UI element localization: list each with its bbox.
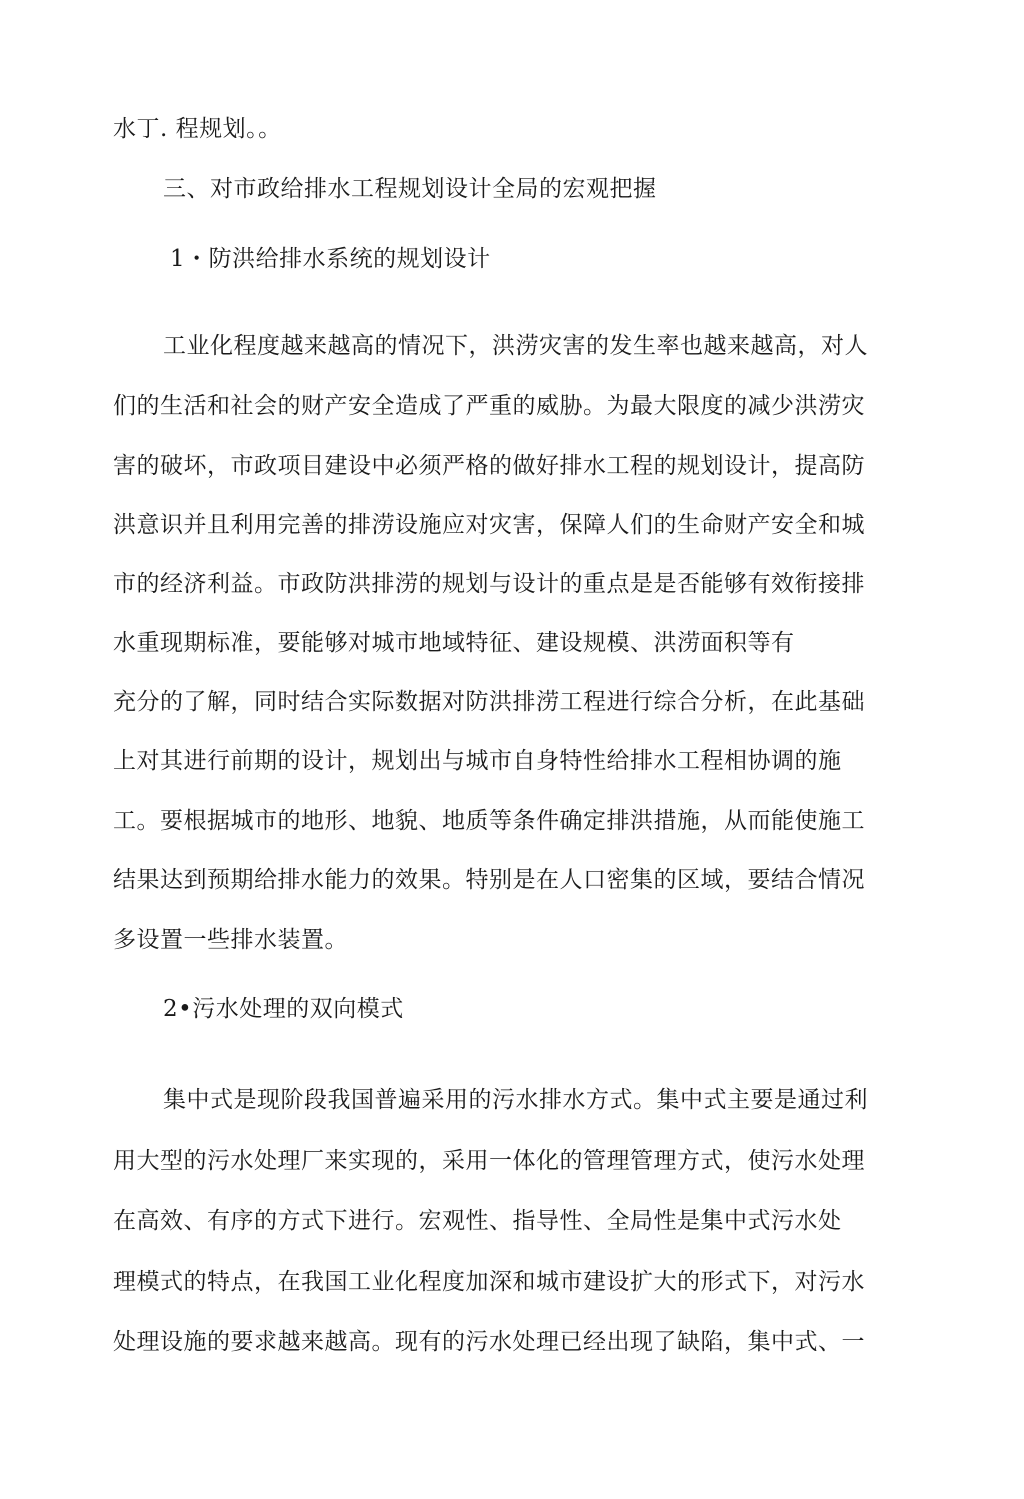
paragraph-line: 理模式的特点，在我国工业化程度加深和城市建设扩大的形式下，对污水	[113, 1269, 865, 1295]
paragraph-line: 工业化程度越来越高的情况下，洪涝灾害的发生率也越来越高，对人	[163, 333, 868, 359]
paragraph-line: 市的经济利益。市政防洪排涝的规划与设计的重点是是否能够有效衔接排	[113, 571, 865, 597]
paragraph-line: 水重现期标准，要能够对城市地域特征、建设规模、洪涝面积等有	[113, 630, 795, 656]
paragraph-line: 们的生活和社会的财产安全造成了严重的威胁。为最大限度的减少洪涝灾	[113, 393, 865, 419]
paragraph-line: 充分的了解，同时结合实际数据对防洪排涝工程进行综合分析，在此基础	[113, 689, 865, 715]
paragraph-line: 水丁. 程规划。。	[113, 116, 282, 142]
paragraph-line: 害的破坏，市政项目建设中必须严格的做好排水工程的规划设计，提高防	[113, 453, 865, 479]
paragraph-line: 洪意识并且利用完善的排涝设施应对灾害，保障人们的生命财产安全和城	[113, 512, 865, 538]
paragraph-line: 工。要根据城市的地形、地貌、地质等条件确定排洪措施，从而能使施工	[113, 808, 865, 834]
subsection-heading: 1・防洪给排水系统的规划设计	[170, 246, 491, 272]
paragraph-line: 在高效、有序的方式下进行。宏观性、指导性、全局性是集中式污水处	[113, 1208, 842, 1234]
paragraph-line: 集中式是现阶段我国普遍采用的污水排水方式。集中式主要是通过利	[163, 1087, 868, 1113]
paragraph-line: 结果达到预期给排水能力的效果。特别是在人口密集的区域，要结合情况	[113, 867, 865, 893]
paragraph-line: 处理设施的要求越来越高。现有的污水处理已经出现了缺陷，集中式、一	[113, 1329, 865, 1355]
section-heading: 三、对市政给排水工程规划设计全局的宏观把握	[163, 176, 657, 202]
paragraph-line: 多设置一些排水装置。	[113, 927, 348, 953]
paragraph-line: 上对其进行前期的设计，规划出与城市自身特性给排水工程相协调的施	[113, 748, 842, 774]
subsection-heading: 2•污水处理的双向模式	[163, 996, 404, 1022]
paragraph-line: 用大型的污水处理厂来实现的，采用一体化的管理管理方式，使污水处理	[113, 1148, 865, 1174]
